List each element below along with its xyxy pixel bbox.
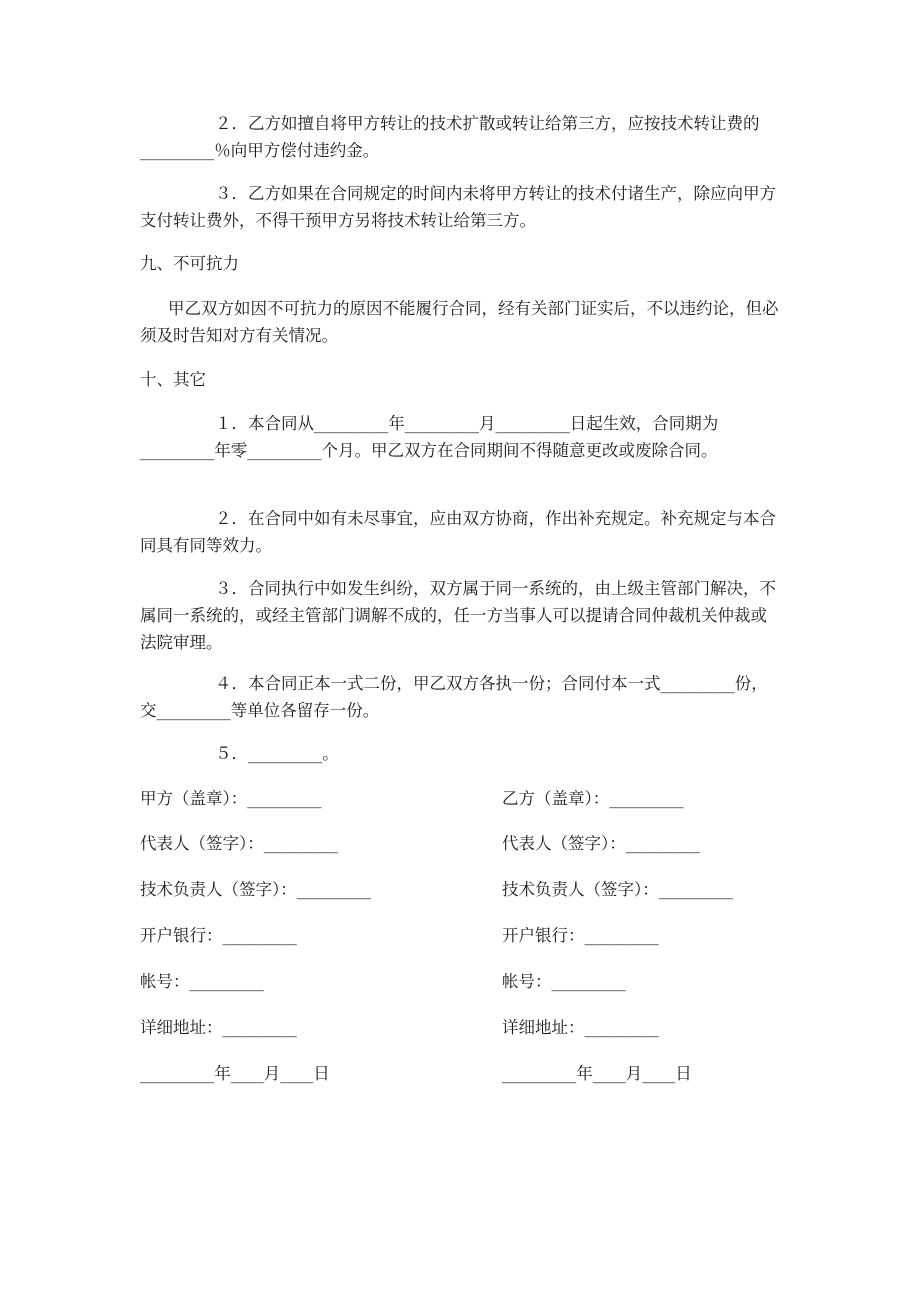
clause-10-2: ２．在合同中如有未尽事宜，应由双方协商，作出补充规定。补充规定与本合同具有同等效力。 [140,509,776,555]
party-b-date: _________年____月____日 [502,1064,692,1083]
party-a-bank: 开户银行：_________ [140,926,297,945]
party-b-tech-lead: 技术负责人（签字）：_________ [502,880,733,899]
clause-9: 甲乙双方如因不可抗力的原因不能履行合同，经有关部门证实后，不以违约论，但必须及时告知对方有关情况。 [140,299,779,345]
party-a-representative: 代表人（签字）：_________ [140,834,338,853]
party-a-account: 帐号：_________ [140,972,264,991]
clause-10-3: ３．合同执行中如发生纠纷，双方属于同一系统的，由上级主管部门解决，不属同一系统的，或经主管部门调解不成的，任一方当事人可以提请合同仲裁机关仲裁或法院审理。 [140,579,776,652]
section-heading-9: 九、不可抗力 [140,254,239,273]
party-b-bank: 开户银行：_________ [502,926,659,945]
party-b-address: 详细地址：_________ [502,1018,659,1037]
clause-10-1: １．本合同从_________年_________月_________日起生效，合同期为_________年零_________个月。甲乙双方在合同期间不得随意更改或废除合同。 [140,414,719,460]
clause-10-4: ４．本合同正本一式二份，甲乙双方各执一份；合同付本一式_________份，交_________等单位各留存一份。 [140,674,768,720]
party-a-address: 详细地址：_________ [140,1018,297,1037]
party-b-seal: 乙方（盖章）：_________ [502,789,684,808]
clause-8-3: ３．乙方如果在合同规定的时间内未将甲方转让的技术付诸生产，除应向甲方支付转让费外，不得干预甲方另将技术转让给第三方。 [140,184,776,230]
clause-10-5: ５．_________。 [215,744,339,763]
party-b-account: 帐号：_________ [502,972,626,991]
party-a-tech-lead: 技术负责人（签字）：_________ [140,880,371,899]
party-a-seal: 甲方（盖章）：_________ [140,789,322,808]
clause-8-2: ２．乙方如擅自将甲方转让的技术扩散或转让给第三方，应按技术转让费的_________％向甲方偿付违约金。 [140,114,760,160]
party-b-representative: 代表人（签字）：_________ [502,834,700,853]
party-a-date: _________年____月____日 [140,1064,330,1083]
section-heading-10: 十、其它 [140,370,206,389]
